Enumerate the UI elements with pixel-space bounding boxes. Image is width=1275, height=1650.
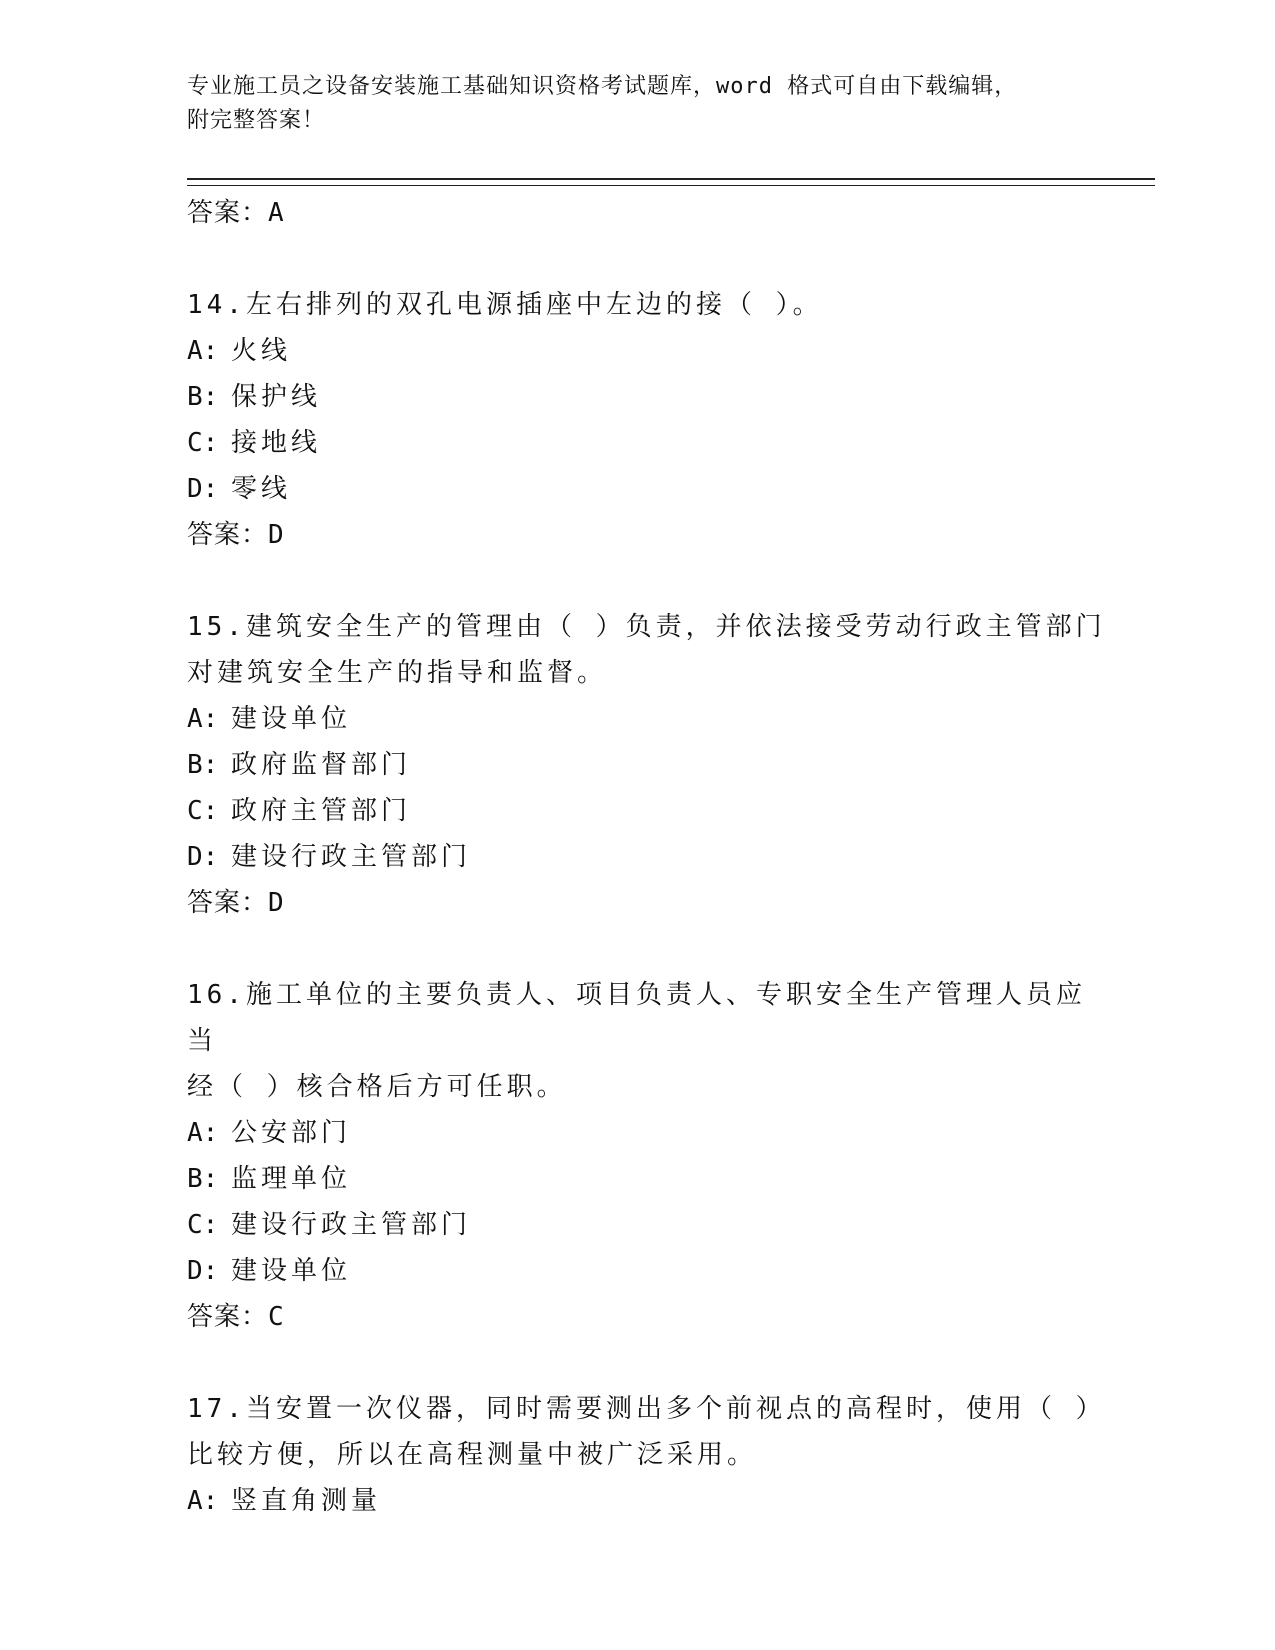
- option-text: 建设单位: [231, 1256, 352, 1286]
- answer-prefix: 答案：: [187, 888, 269, 918]
- question-block: [187, 604, 1107, 926]
- option-b: [187, 374, 1107, 420]
- option-key: C:: [187, 796, 219, 826]
- question-block: [187, 972, 1107, 1340]
- option-key: A:: [187, 704, 219, 734]
- option-key: A:: [187, 1118, 219, 1148]
- option-text: 火线: [231, 336, 292, 366]
- answer-prefix: 答案：: [187, 520, 269, 550]
- question-stem: 14.左右排列的双孔电源插座中左边的接（ ）。: [187, 290, 823, 320]
- option-key: D:: [187, 842, 219, 872]
- answer-prefix: 答案：: [187, 1302, 269, 1332]
- question-stem: 17.当安置一次仪器，同时需要测出多个前视点的高程时，使用（ ）: [187, 1394, 1106, 1424]
- option-text: 建设单位: [231, 704, 352, 734]
- spacer: [187, 1340, 1107, 1386]
- option-text: 政府监督部门: [231, 750, 412, 780]
- answer-value: D: [268, 888, 285, 918]
- option-c: [187, 788, 1107, 834]
- option-text: 保护线: [231, 382, 322, 412]
- option-a: [187, 328, 1107, 374]
- question-block: [187, 1386, 1107, 1524]
- option-key: B:: [187, 1164, 219, 1194]
- question-block: [187, 282, 1107, 558]
- option-text: 建设行政主管部门: [231, 842, 472, 872]
- answer-line: [187, 1294, 1107, 1340]
- option-c: [187, 1202, 1107, 1248]
- option-a: [187, 1110, 1107, 1156]
- answer-line: [187, 512, 1107, 558]
- option-text: 竖直角测量: [231, 1486, 382, 1516]
- question-stem: 15.建筑安全生产的管理由（ ）负责，并依法接受劳动行政主管部门: [187, 612, 1106, 642]
- question-stem-continued: 经（ ）核合格后方可任职。: [187, 1072, 567, 1102]
- option-a: [187, 1478, 1107, 1524]
- option-text: 建设行政主管部门: [231, 1210, 472, 1240]
- answer-value: C: [268, 1302, 285, 1332]
- spacer: [187, 236, 1107, 282]
- header-line-2: 附完整答案！: [187, 108, 326, 133]
- option-b: [187, 742, 1107, 788]
- option-d: [187, 1248, 1107, 1294]
- option-d: [187, 466, 1107, 512]
- question-list: [187, 190, 1107, 1524]
- answer-value: A: [268, 198, 285, 228]
- option-key: A:: [187, 1486, 219, 1516]
- option-key: B:: [187, 382, 219, 412]
- answer-value: D: [268, 520, 285, 550]
- option-b: [187, 1156, 1107, 1202]
- question-stem: 16.施工单位的主要负责人、项目负责人、专职安全生产管理人员应当: [187, 980, 1086, 1056]
- option-text: 监理单位: [231, 1164, 352, 1194]
- option-c: [187, 420, 1107, 466]
- option-a: [187, 696, 1107, 742]
- answer-line: [187, 190, 1107, 236]
- spacer: [187, 558, 1107, 604]
- question-stem-continued: 对建筑安全生产的指导和监督。: [187, 658, 608, 688]
- document-header: [187, 70, 1147, 138]
- option-text: 零线: [231, 474, 292, 504]
- option-key: C:: [187, 428, 219, 458]
- option-text: 接地线: [231, 428, 322, 458]
- option-text: 公安部门: [231, 1118, 352, 1148]
- header-divider: [187, 178, 1155, 186]
- option-d: [187, 834, 1107, 880]
- option-key: D:: [187, 1256, 219, 1286]
- option-key: A:: [187, 336, 219, 366]
- answer-prefix: 答案：: [187, 198, 269, 228]
- spacer: [187, 926, 1107, 972]
- header-line-1: 专业施工员之设备安装施工基础知识资格考试题库，word 格式可自由下载编辑，: [187, 74, 1018, 99]
- question-stem-continued: 比较方便，所以在高程测量中被广泛采用。: [187, 1440, 758, 1470]
- option-text: 政府主管部门: [231, 796, 412, 826]
- option-key: B:: [187, 750, 219, 780]
- option-key: C:: [187, 1210, 219, 1240]
- answer-line: [187, 880, 1107, 926]
- option-key: D:: [187, 474, 219, 504]
